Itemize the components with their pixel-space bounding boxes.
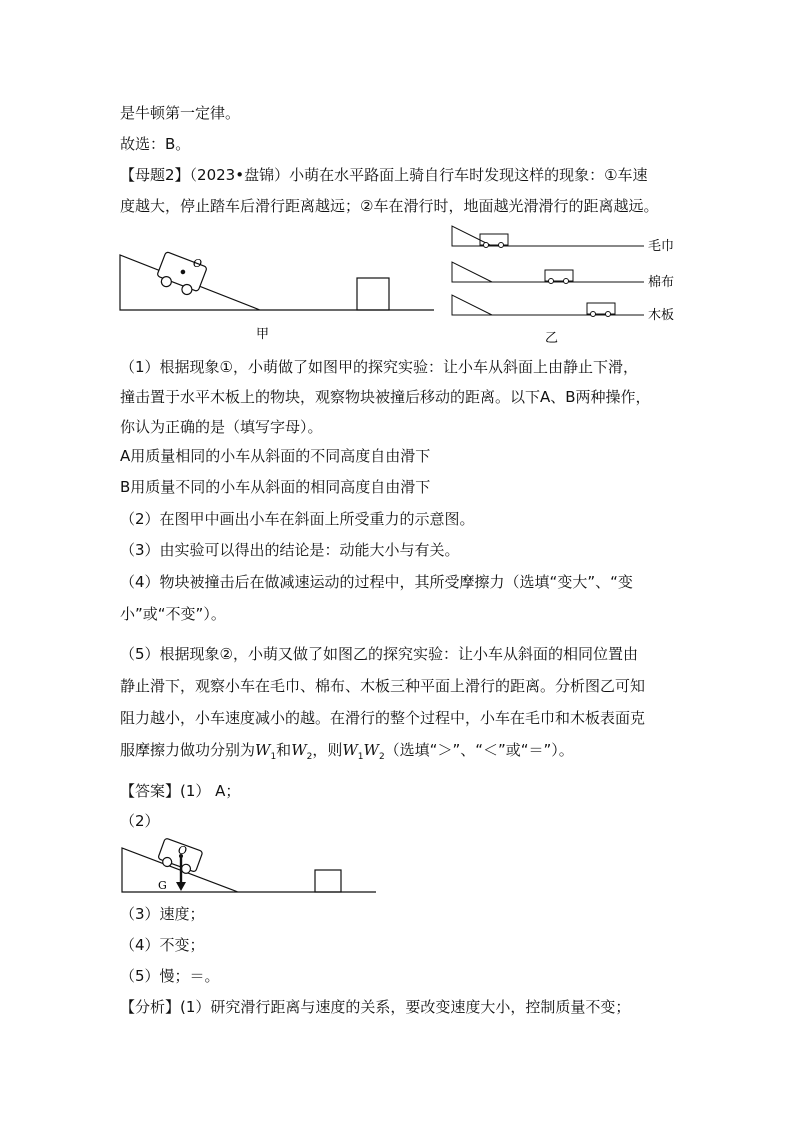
point-label: O: [178, 844, 188, 857]
text-line: 撞击置于水平木板上的物块，观察物块被撞后移动的距离。以下A、B两种操作，: [120, 388, 651, 406]
work-subscript: 2: [306, 752, 313, 762]
work-symbol: W: [255, 741, 271, 759]
figure-caption: 乙: [545, 331, 559, 346]
answer-heading: 【答案】(1） A；: [120, 782, 241, 800]
text-line: [120, 740, 574, 767]
point-label: O: [193, 257, 203, 270]
text-line: （2）: [120, 812, 160, 830]
work-subscript: 2: [378, 752, 385, 762]
figure-jia: [118, 230, 438, 345]
option-b: B用质量不同的小车从斜面的相同高度自由滑下: [120, 478, 431, 496]
text-line: （1）根据现象①，小萌做了如图甲的探究实验：让小车从斜面上由静止下滑，: [120, 358, 638, 376]
question-heading: 【母题2】（2023•盘锦）小萌在水平路面上骑自行车时发现这样的现象：①车速: [120, 166, 648, 184]
text-line: （5）慢；＝。: [120, 967, 220, 985]
gravity-label: G: [158, 879, 167, 892]
answer-figure: [118, 838, 380, 896]
work-subscript: 1: [270, 752, 277, 762]
work-subscript: 1: [357, 752, 364, 762]
work-symbol: W: [291, 741, 307, 759]
surface-label: 毛巾: [648, 239, 675, 254]
text-fragment: ，则: [312, 741, 343, 759]
text-line: （4）不变；: [120, 936, 205, 954]
figure-yi: [448, 222, 684, 350]
text-fragment: 和: [276, 741, 292, 759]
text-line: 是牛顿第一定律。: [120, 104, 241, 122]
text-fragment: （选填“＞”、“＜”或“＝”）。: [384, 741, 574, 759]
text-line: 度越大，停止踏车后滑行距离越远；②车在滑行时，地面越光滑滑行的距离越远。: [120, 197, 659, 215]
surface-label: 木板: [648, 308, 675, 323]
work-symbol: W: [363, 741, 379, 759]
text-line: （3）由实验可以得出的结论是：动能大小与有关。: [120, 541, 460, 559]
text-line: 阻力越小，小车速度减小的越。在滑行的整个过程中，小车在毛巾和木板表面克: [120, 709, 646, 727]
text-line: （4）物块被撞击后在做减速运动的过程中，其所受摩擦力（选填“变大”、“变: [120, 573, 633, 591]
option-a: A用质量相同的小车从斜面的不同高度自由滑下: [120, 447, 431, 465]
text-line: （5）根据现象②，小萌又做了如图乙的探究实验：让小车从斜面的相同位置由: [120, 645, 638, 663]
surface-label: 棉布: [648, 275, 675, 290]
text-line: 故选：B。: [120, 135, 191, 153]
text-line: 小”或“不变”）。: [120, 605, 226, 623]
text-line: （2）在图甲中画出小车在斜面上所受重力的示意图。: [120, 510, 475, 528]
text-line: 你认为正确的是（填写字母）。: [120, 418, 323, 436]
work-symbol: W: [342, 741, 358, 759]
text-fragment: 服摩擦力做功分别为: [120, 741, 256, 759]
text-line: 静止滑下，观察小车在毛巾、棉布、木板三种平面上滑行的距离。分析图乙可知: [120, 677, 646, 695]
analysis-heading: 【分析】(1）研究滑行距离与速度的关系，要改变速度大小，控制质量不变；: [120, 998, 631, 1016]
figure-caption: 甲: [256, 327, 270, 342]
text-line: （3）速度；: [120, 905, 205, 923]
